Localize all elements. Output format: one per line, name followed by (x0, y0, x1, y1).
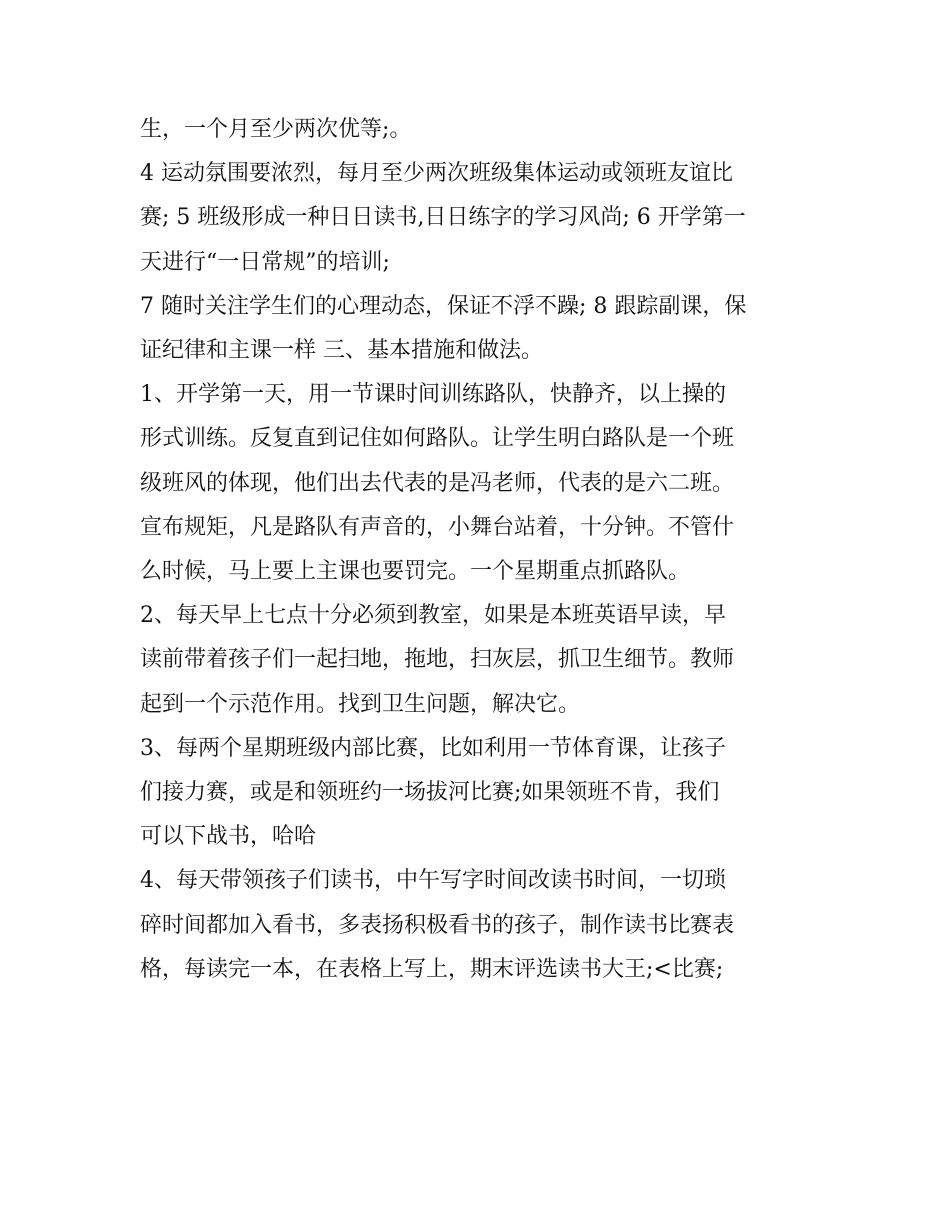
document-body (140, 108, 820, 992)
paragraph-1 (140, 108, 820, 152)
text-line: 可以下战书，哈哈 (140, 824, 317, 850)
text-line: 读前带着孩子们一起扫地，拖地，扫灰层，抓卫生细节。教师 (140, 647, 735, 673)
text-line: 格，每读完一本，在表格上写上，期末评选读书大王;<比赛; (140, 956, 724, 982)
text-line: 么时候，马上要上主课也要罚完。一个星期重点抓路队。 (140, 559, 691, 585)
text-line: 形式训练。反复直到记住如何路队。让学生明白路队是一个班 (140, 426, 735, 452)
paragraph-7 (140, 859, 820, 992)
text-line: 级班风的体现，他们出去代表的是冯老师，代表的是六二班。 (140, 470, 735, 496)
text-line: 3、每两个星期班级内部比赛，比如利用一节体育课，让孩子 (140, 735, 726, 761)
text-line: 证纪律和主课一样 三、基本措施和做法。 (140, 338, 543, 364)
text-line: 碎时间都加入看书，多表扬积极看书的孩子，制作读书比赛表 (140, 912, 735, 938)
paragraph-6 (140, 727, 820, 860)
text-line: 宣布规矩，凡是路队有声音的，小舞台站着，十分钟。不管什 (140, 514, 735, 540)
text-line: 起到一个示范作用。找到卫生问题，解决它。 (140, 691, 581, 717)
text-line: 4 运动氛围要浓烈，每月至少两次班级集体运动或领班友谊比 (140, 161, 733, 187)
paragraph-3 (140, 285, 820, 373)
text-line: 4、每天带领孩子们读书，中午写字时间改读书时间，一切琐 (140, 868, 726, 894)
text-line: 天进行“一日常规”的培训; (140, 249, 390, 275)
text-line: 1、开学第一天，用一节课时间训练路队，快静齐，以上操的 (140, 382, 726, 408)
paragraph-2 (140, 152, 820, 285)
paragraph-4 (140, 373, 820, 594)
text-line: 2、每天早上七点十分必须到教室，如果是本班英语早读，早 (140, 603, 726, 629)
text-line: 们接力赛，或是和领班约一场拔河比赛;如果领班不肯，我们 (140, 780, 720, 806)
paragraph-5 (140, 594, 820, 727)
text-line: 生，一个月至少两次优等;。 (140, 117, 412, 142)
text-line: 7 随时关注学生们的心理动态，保证不浮不躁; 8 跟踪副课，保 (140, 293, 747, 319)
text-line: 赛; 5 班级形成一种日日读书,日日练字的学习风尚; 6 开学第一 (140, 205, 746, 231)
